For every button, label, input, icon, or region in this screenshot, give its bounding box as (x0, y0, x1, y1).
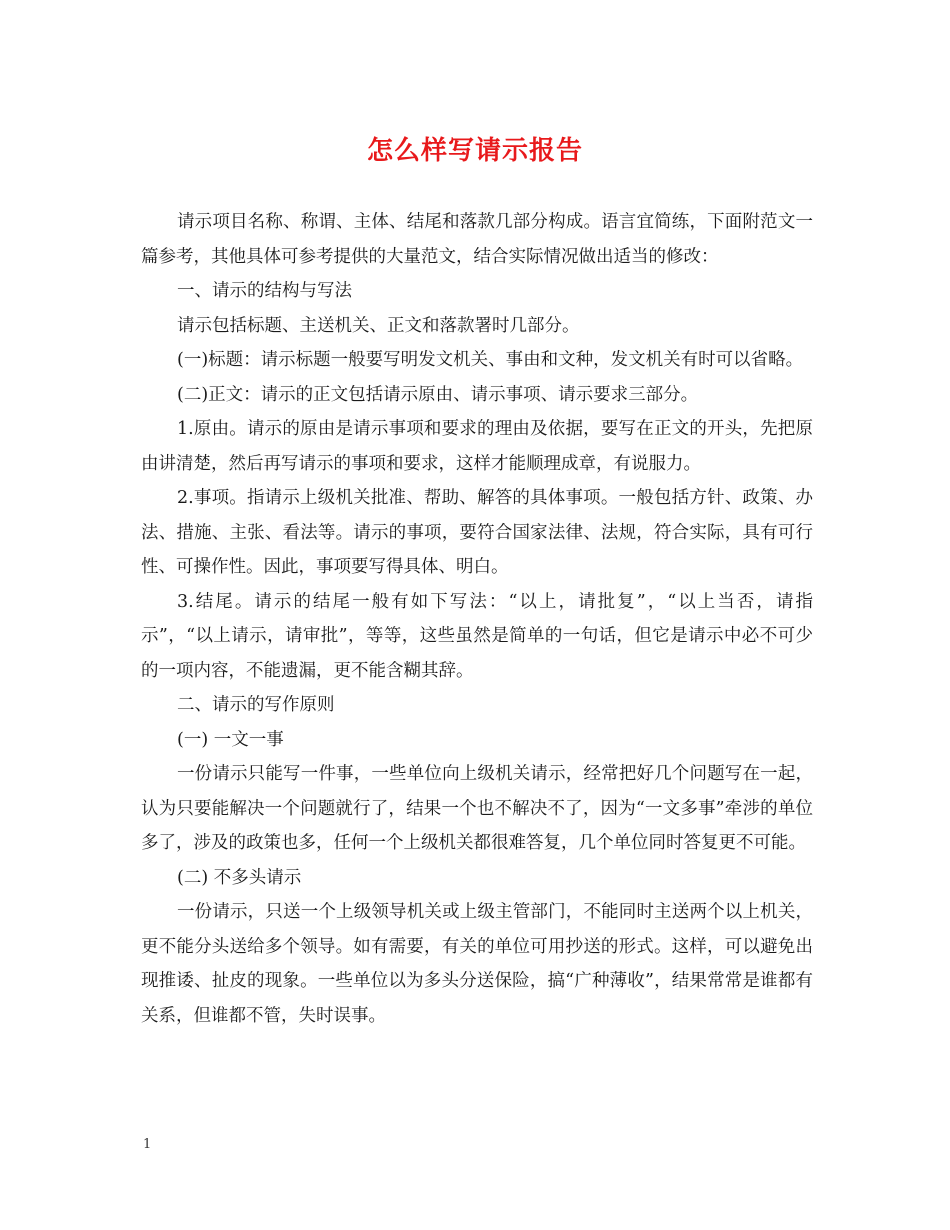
paragraph-intro: 请示项目名称、称谓、主体、结尾和落款几部分构成。语言宜简练，下面附范文一篇参考，其他具体可参考提供的大量范文，结合实际情况做出适当的修改： (141, 212, 813, 267)
page-number: 1 (143, 1137, 152, 1152)
paragraph-body-rule: (二)正文：请示的正文包括请示原由、请示事项、请示要求三部分。 (177, 384, 699, 405)
section-heading-structure: 一、请示的结构与写法 (177, 281, 352, 301)
section-heading-principles: 二、请示的写作原则 (177, 695, 335, 715)
subheading-single-recipient: (二) 不多头请示 (177, 867, 302, 888)
paragraph-ending: 3.结尾。请示的结尾一般有如下写法：“以上，请批复”，“以上当否，请指示”，“以上请示，请审批”，等等，这些虽然是简单的一句话，但它是请示中必不可少的一项内容，不能遗漏，更不能含糊其辞。 (141, 591, 813, 681)
paragraph-single-recipient: 一份请示，只送一个上级领导机关或上级主管部门，不能同时主送两个以上机关，更不能分头送给多个领导。如有需要，有关的单位可用抄送的形式。这样，可以避免出现推诿、扯皮的现象。一些单位以为多头分送保险，搞“广种薄收”，结果常常是谁都有关系，但谁都不管，失时误事。 (141, 902, 813, 1026)
paragraph-title-rule: (一)标题：请示标题一般要写明发文机关、事由和文种，发文机关有时可以省略。 (177, 350, 804, 370)
document-title: 怎么样写请示报告 (366, 136, 583, 166)
paragraph-reason: 1.原由。请示的原由是请示事项和要求的理由及依据，要写在正文的开头，先把原由讲清楚，然后再写请示的事项和要求，这样才能顺理成章，有说服力。 (141, 419, 813, 474)
paragraph-one-matter: 一份请示只能写一件事，一些单位向上级机关请示，经常把好几个问题写在一起，认为只要能解决一个问题就行了，结果一个也不解决不了，因为“一文多事”牵涉的单位多了，涉及的政策也多，任何一个上级机关都很难答复，几个单位同时答复更不可能。 (141, 764, 813, 853)
document-body (141, 205, 813, 1033)
subheading-one-matter: (一) 一文一事 (177, 729, 284, 750)
paragraph-matters: 2.事项。指请示上级机关批准、帮助、解答的具体事项。一般包括方针、政策、办法、措施、主张、看法等。请示的事项，要符合国家法律、法规，符合实际，具有可行性、可操作性。因此，事项要写得具体、明白。 (141, 488, 813, 577)
paragraph-structure-parts: 请示包括标题、主送机关、正文和落款署时几部分。 (177, 315, 580, 336)
